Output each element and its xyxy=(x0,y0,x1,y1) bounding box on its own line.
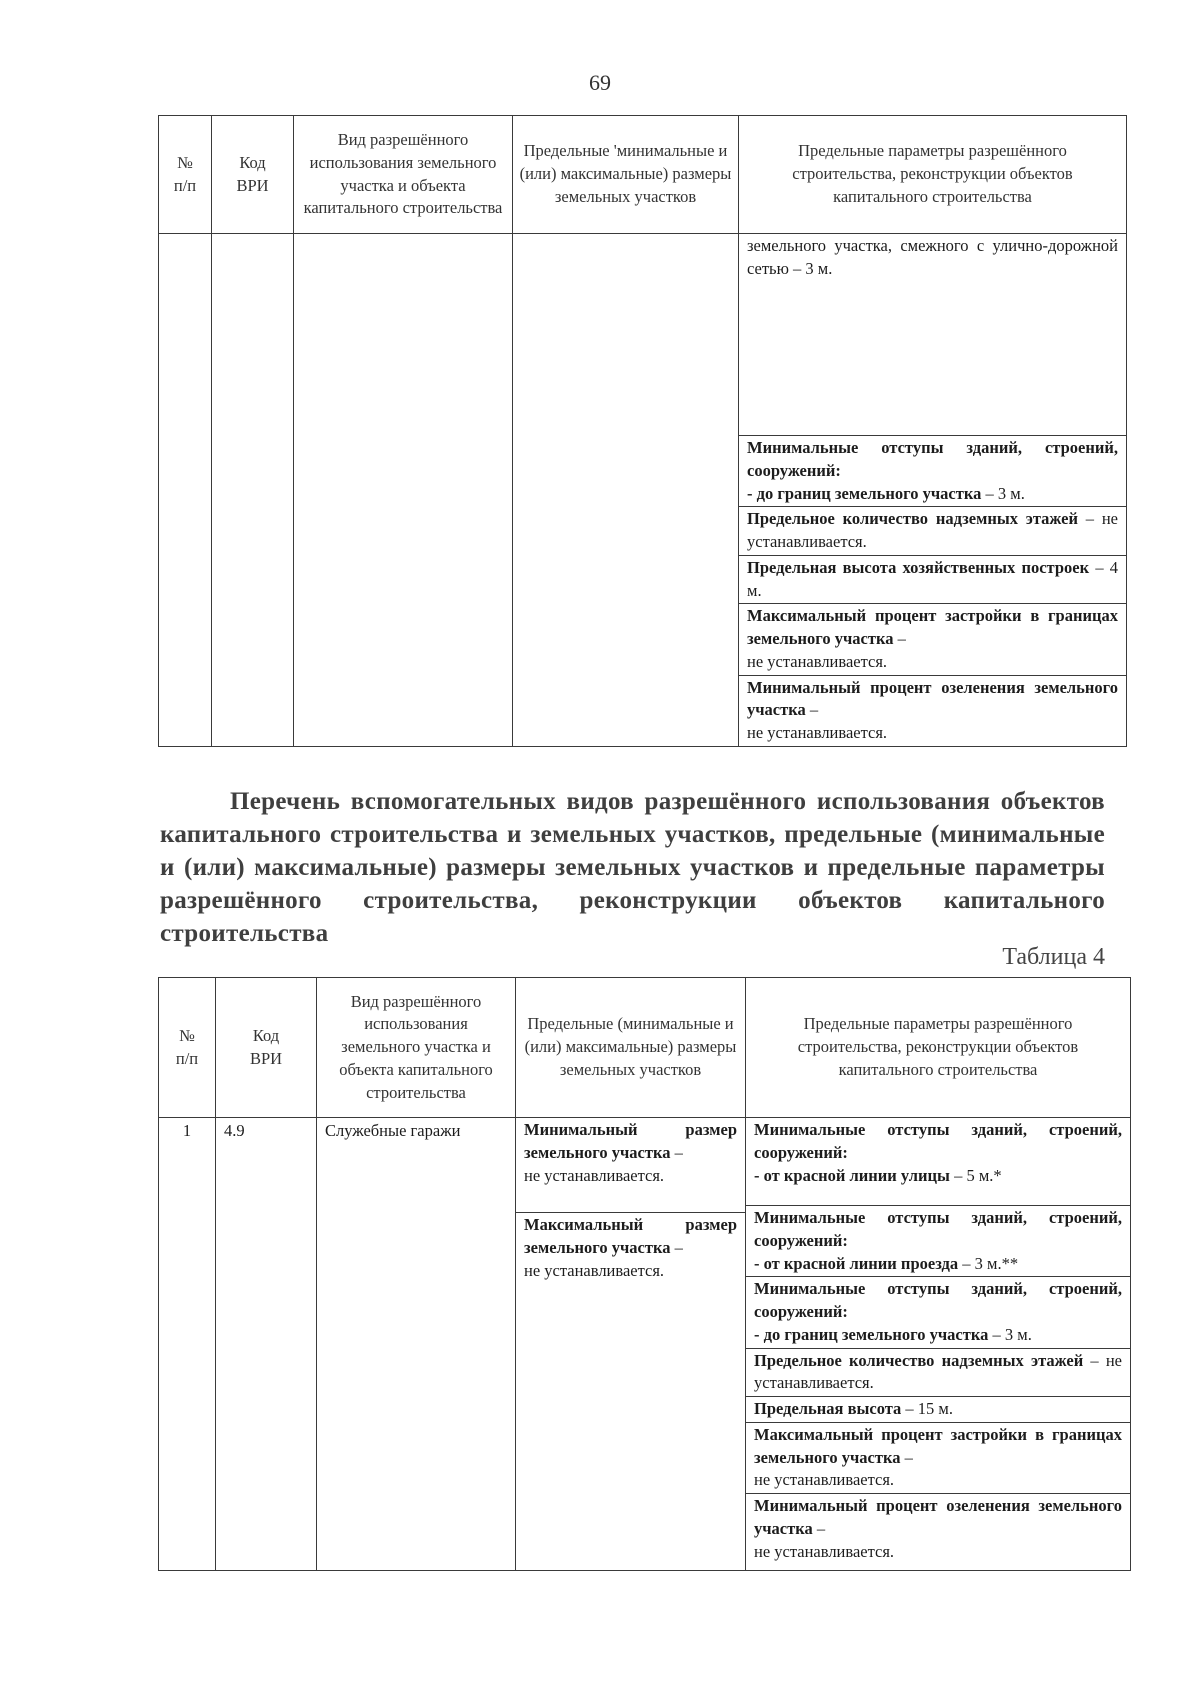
cell-plot-size xyxy=(513,234,739,747)
param-block xyxy=(746,1422,1130,1493)
param-text: – не устанавливается. xyxy=(747,629,906,671)
param-text: – 5 м.* xyxy=(949,1165,1002,1185)
param-label: Минимальные отступы зданий, строений, сооружений: - от красной линии улицы xyxy=(754,1120,1122,1185)
header-code: Код ВРИ xyxy=(212,116,294,234)
header-use-type: Вид разрешённого использования земельного участка и объекта капитального строительства xyxy=(294,116,513,234)
param-block xyxy=(746,1205,1130,1276)
plot-size-label: Максимальный размер земельного участка xyxy=(524,1215,737,1257)
plot-size-text: – не устанавливается. xyxy=(524,1142,683,1185)
param-block xyxy=(739,506,1126,555)
param-label: Минимальный процент озеленения земельного участка xyxy=(747,677,1118,720)
param-block xyxy=(746,1276,1130,1347)
cell-num xyxy=(159,234,212,747)
param-text: – 3 м. xyxy=(988,1324,1032,1344)
table-caption: Таблица 4 xyxy=(1002,944,1105,970)
header-code: Код ВРИ xyxy=(216,978,317,1118)
param-text: – 3 м. xyxy=(981,483,1025,503)
param-text: – не устанавливается. xyxy=(754,1350,1122,1393)
cell-code xyxy=(216,1118,317,1571)
header-use-type: Вид разрешённого использования земельного участка и объекта капитального строительства xyxy=(317,978,516,1118)
plot-size-text: – не устанавливается. xyxy=(524,1237,683,1280)
param-label: Предельное количество надземных этажей xyxy=(754,1350,1084,1370)
param-block xyxy=(739,234,1126,435)
param-label: Предельная высота хозяйственных построек xyxy=(747,557,1090,577)
header-plot-size: Предельные (минимальные и (или) максимальные) размеры земельных участков xyxy=(516,978,746,1118)
row-use-type: Служебные гаражи xyxy=(325,1121,461,1140)
auxiliary-uses-table xyxy=(158,977,1131,1571)
header-params: Предельные параметры разрешённого строительства, реконструкции объектов капитального строительства xyxy=(746,978,1131,1118)
plot-size-block xyxy=(516,1212,745,1570)
param-block xyxy=(739,435,1126,506)
row-number: 1 xyxy=(182,1121,192,1140)
header-plot-size: Предельные 'минимальные и (или) максимальные) размеры земельных участков xyxy=(513,116,739,234)
param-block xyxy=(739,675,1126,746)
param-text: – не устанавливается. xyxy=(747,509,1118,552)
param-text: – не устанавливается. xyxy=(754,1447,913,1490)
param-label: Предельная высота xyxy=(754,1399,902,1419)
param-block xyxy=(746,1348,1130,1397)
param-label: Минимальные отступы зданий, строений, сооружений: - от красной линии проезда xyxy=(754,1208,1122,1273)
cell-num xyxy=(159,1118,216,1571)
table-header-row xyxy=(159,978,1131,1118)
header-num: № п/п xyxy=(159,978,216,1118)
param-text: – 3 м.** xyxy=(958,1253,1019,1273)
param-label: Максимальный процент застройки в границах земельного участка xyxy=(747,606,1118,649)
header-params: Предельные параметры разрешённого строительства, реконструкции объектов капитального строительства xyxy=(739,116,1127,234)
continuation-table xyxy=(158,115,1127,747)
cell-use-type xyxy=(317,1118,516,1571)
param-block xyxy=(746,1493,1130,1570)
table-row xyxy=(159,1118,1131,1571)
param-text: – 15 м. xyxy=(901,1399,953,1419)
param-block xyxy=(739,603,1126,674)
table-header-row xyxy=(159,116,1127,234)
param-text: – не устанавливается. xyxy=(747,700,888,743)
table-row xyxy=(159,234,1127,747)
param-block xyxy=(746,1396,1130,1422)
param-label: Минимальный процент озеленения земельного участка xyxy=(754,1496,1122,1538)
cell-params xyxy=(746,1118,1131,1571)
param-label: Предельное количество надземных этажей xyxy=(747,509,1079,529)
param-label: Минимальные отступы зданий, строений, сооружений: - до границ земельного участка xyxy=(747,438,1118,503)
page-number: 69 xyxy=(589,70,611,95)
section-heading: Перечень вспомогательных видов разрешённого использования объектов капитального строительства и земельных участков, предельные (минимальные и (или) максимальные) размеры земельных участков и предельные параметры разрешённого строительства, реконструкции объектов капитального строительства xyxy=(160,788,1105,947)
param-label: Максимальный процент застройки в границах земельного участка xyxy=(754,1424,1122,1467)
cell-code xyxy=(212,234,294,747)
param-label: Минимальные отступы зданий, строений, сооружений: - до границ земельного участка xyxy=(754,1279,1122,1344)
param-block xyxy=(746,1118,1130,1205)
row-code: 4.9 xyxy=(224,1121,245,1140)
cell-use-type xyxy=(294,234,513,747)
plot-size-label: Минимальный размер земельного участка xyxy=(524,1120,737,1162)
param-text: – 4 м. xyxy=(747,557,1119,600)
cell-plot-size xyxy=(516,1118,746,1571)
param-block xyxy=(739,555,1126,604)
plot-size-block xyxy=(516,1118,745,1212)
header-num: № п/п xyxy=(159,116,212,234)
param-text: земельного участка, смежного с улично-дорожной сетью – 3 м. xyxy=(747,236,1118,278)
param-text: – не устанавливается. xyxy=(754,1518,895,1561)
cell-params xyxy=(739,234,1127,747)
